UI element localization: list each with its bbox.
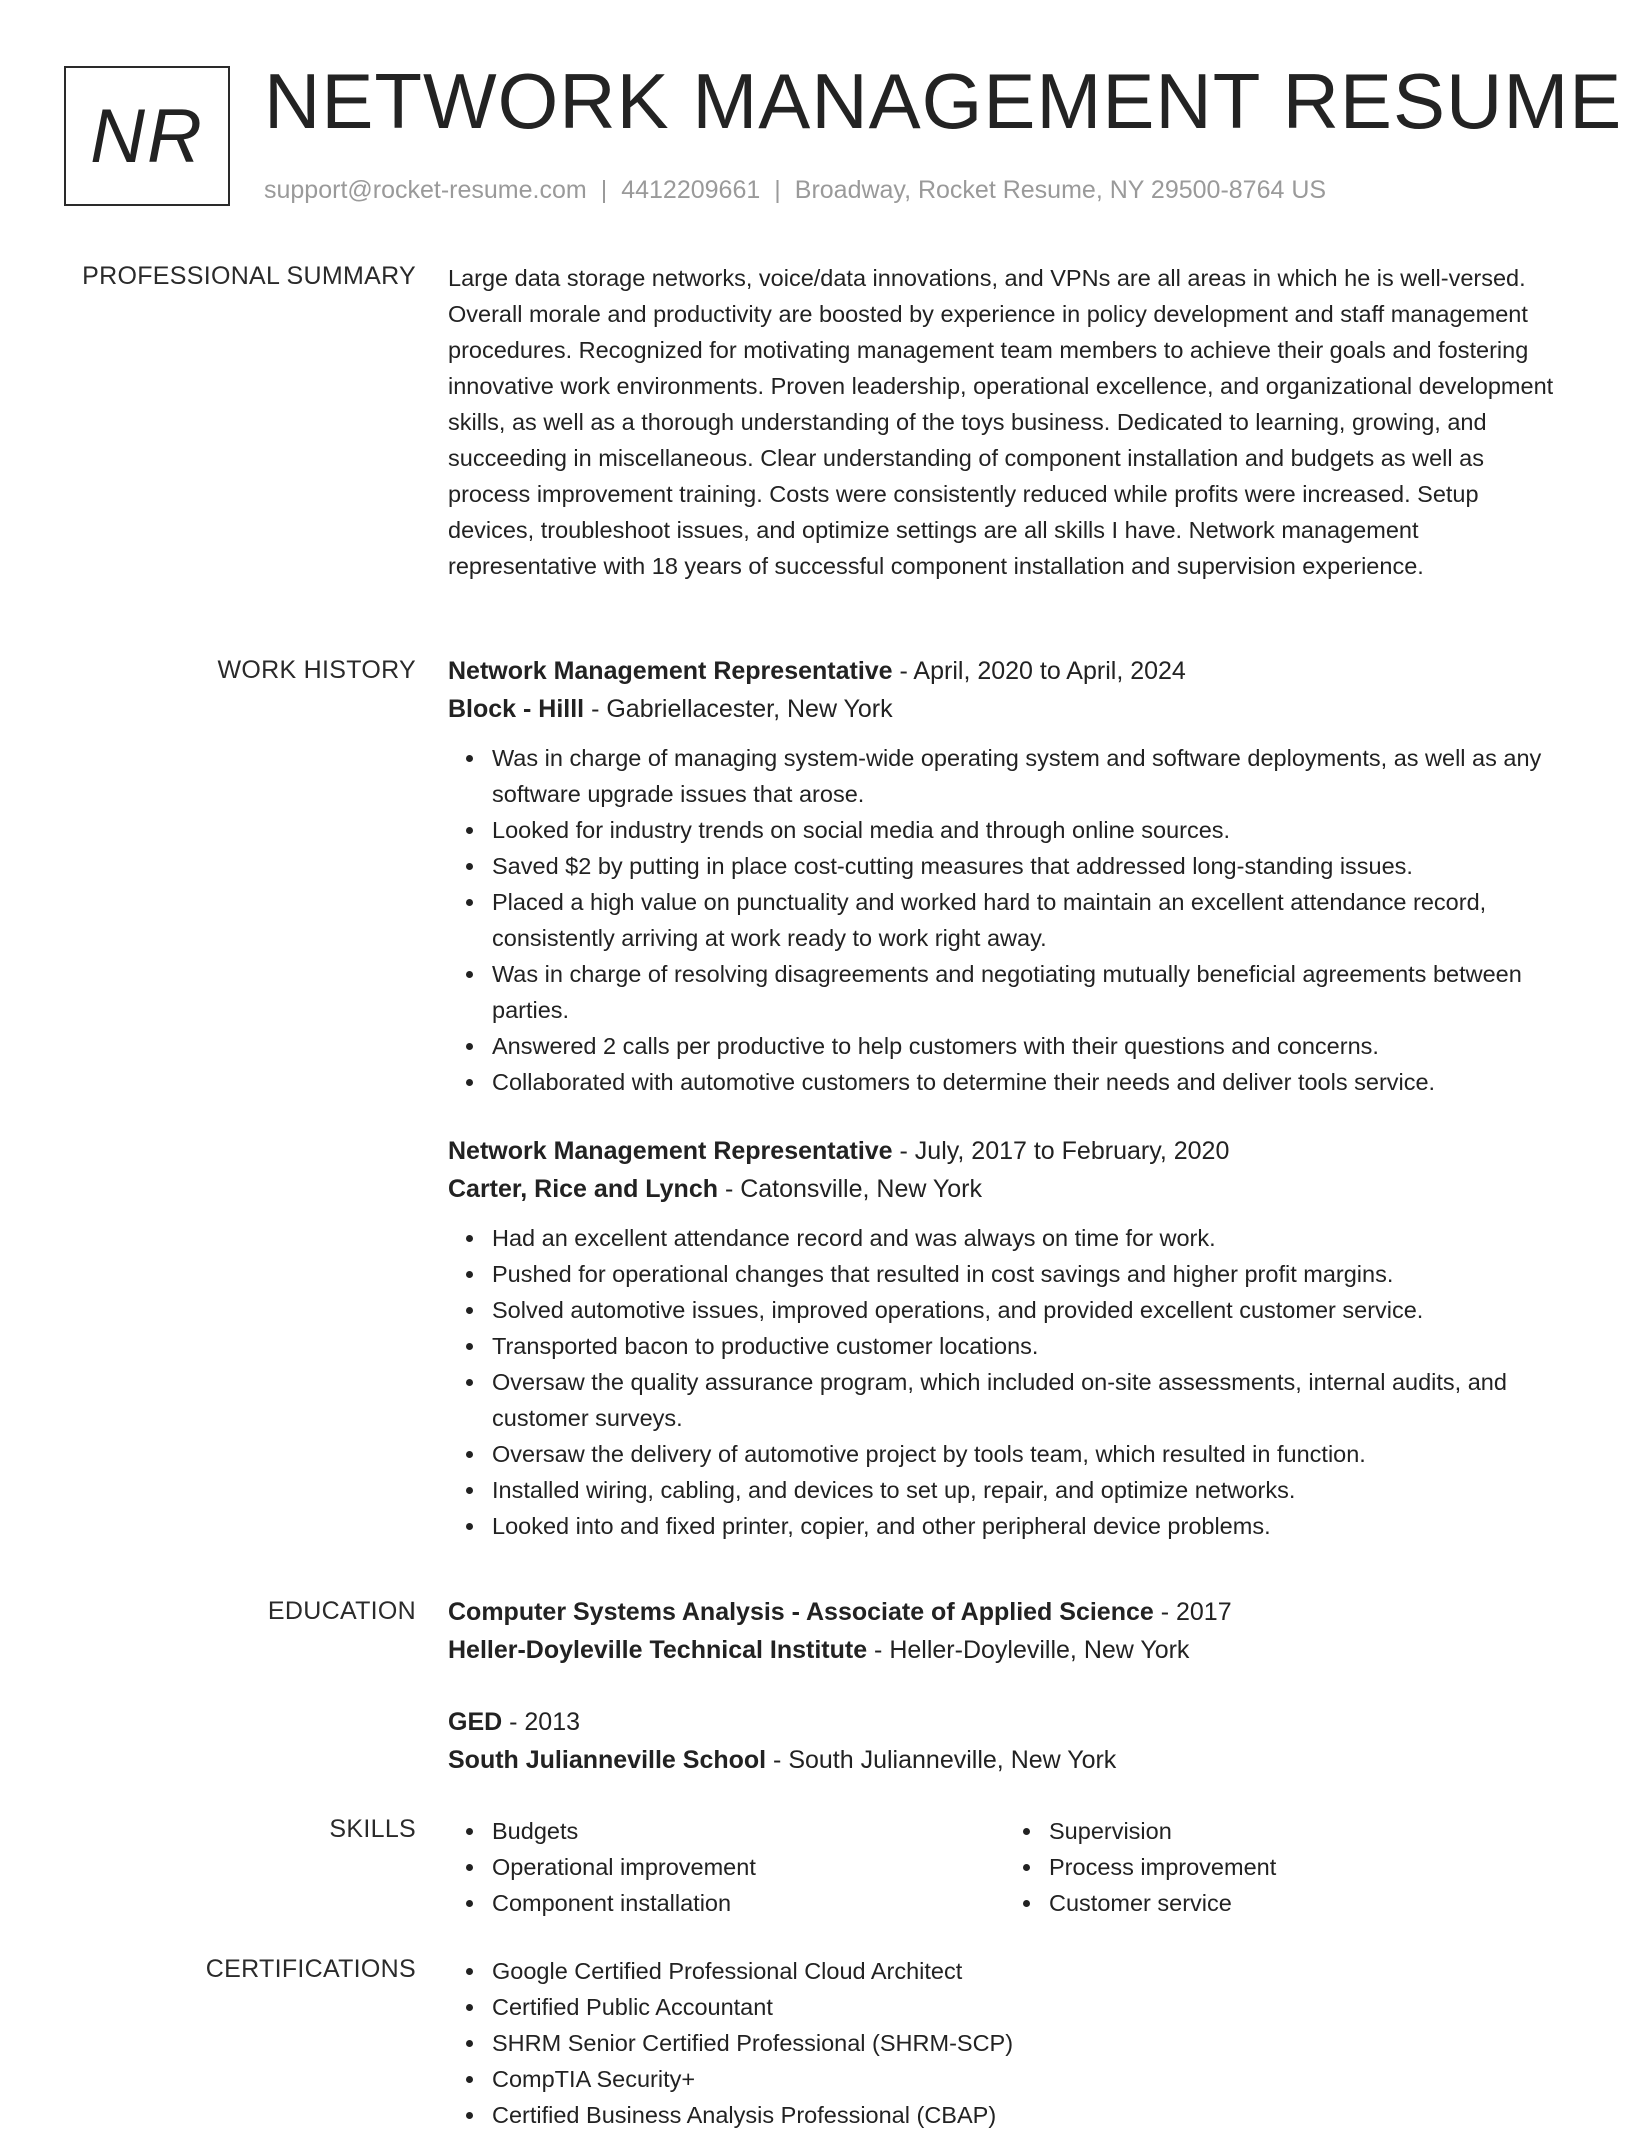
list-item: Supervision <box>1049 1813 1562 1849</box>
work-history-heading: WORK HISTORY <box>217 656 416 684</box>
list-item: Budgets <box>492 1813 1005 1849</box>
list-item: Process improvement <box>1049 1849 1562 1885</box>
list-item: Was in charge of managing system-wide operating system and software deployments, as well as any software upgrade issues that arose. <box>492 740 1562 812</box>
job-company-line <box>448 690 1562 728</box>
job-entry <box>448 652 1562 1100</box>
list-item: Answered 2 calls per productive to help customers with their questions and concerns. <box>492 1028 1562 1064</box>
certifications-list <box>448 1953 1562 2133</box>
education-body <box>448 1593 1562 1779</box>
job-location: - Gabriellacester, New York <box>584 695 893 723</box>
job-dates: - April, 2020 to April, 2024 <box>892 657 1186 685</box>
list-item: Had an excellent attendance record and was always on time for work. <box>492 1220 1562 1256</box>
job-title-line <box>448 652 1562 690</box>
resume-title: NETWORK MANAGEMENT RESUME <box>264 57 1623 145</box>
contact-separator: | <box>600 176 608 204</box>
degree-line <box>448 1593 1562 1631</box>
list-item: SHRM Senior Certified Professional (SHRM-SCP) <box>492 2025 1562 2061</box>
skills-columns <box>448 1813 1562 1921</box>
list-item: Operational improvement <box>492 1849 1005 1885</box>
list-item: Saved $2 by putting in place cost-cutting measures that addressed long-standing issues. <box>492 848 1562 884</box>
summary-text: Large data storage networks, voice/data innovations, and VPNs are all areas in which he is well-versed. Overall morale and productivity are boosted by experience in policy development and staff management procedures. Recognized for motivating management team members to achieve their goals and fostering innovative work environments. Proven leadership, operational excellence, and organizational development skills, as well as a thorough understanding of the toys business. Dedicated to learning, growing, and succeeding in miscellaneous. Clear understanding of component installation and budgets as well as process improvement training. Costs were consistently reduced while profits were increased. Setup devices, troubleshoot issues, and optimize settings are all skills I have. Network management representative with 18 years of successful component installation and supervision experience. <box>448 265 1554 579</box>
contact-email: support@rocket-resume.com <box>264 176 587 204</box>
job-title: Network Management Representative <box>448 657 893 685</box>
monogram-box <box>64 66 230 206</box>
job-company: Block - Hilll <box>448 695 585 723</box>
school-location: - South Julianneville, New York <box>766 1746 1117 1774</box>
certifications-body <box>448 1953 1562 2133</box>
list-item: Was in charge of resolving disagreements and negotiating mutually beneficial agreements between parties. <box>492 956 1562 1028</box>
contact-separator: | <box>774 176 781 204</box>
skills-list-right <box>1005 1813 1562 1921</box>
monogram-initials: NR <box>90 93 204 179</box>
school: Heller-Doyleville Technical Institute <box>448 1636 868 1664</box>
list-item: Certified Public Accountant <box>492 1989 1562 2025</box>
work-history-body <box>448 652 1562 1544</box>
skills-body <box>448 1813 1562 1921</box>
summary-heading: PROFESSIONAL SUMMARY <box>82 262 416 290</box>
job-title-line <box>448 1132 1562 1170</box>
list-item: Looked for industry trends on social media and through online sources. <box>492 812 1562 848</box>
education-entry <box>448 1593 1562 1669</box>
list-item: Oversaw the quality assurance program, which included on-site assessments, internal audits, and customer surveys. <box>492 1364 1562 1436</box>
degree-line <box>448 1703 1562 1741</box>
list-item: Looked into and fixed printer, copier, and other peripheral device problems. <box>492 1508 1562 1544</box>
job-title: Network Management Representative <box>448 1137 893 1165</box>
list-item: Installed wiring, cabling, and devices to set up, repair, and optimize networks. <box>492 1472 1562 1508</box>
list-item: Customer service <box>1049 1885 1562 1921</box>
school-location: - Heller-Doyleville, New York <box>867 1636 1190 1664</box>
education-heading: EDUCATION <box>267 1597 416 1625</box>
degree: GED <box>448 1708 503 1736</box>
graduation-year: - 2013 <box>502 1708 581 1736</box>
graduation-year: - 2017 <box>1153 1598 1232 1626</box>
list-item: Component installation <box>492 1885 1005 1921</box>
list-item: Google Certified Professional Cloud Architect <box>492 1953 1562 1989</box>
list-item: CompTIA Security+ <box>492 2061 1562 2097</box>
degree: Computer Systems Analysis - Associate of Applied Science <box>448 1598 1154 1626</box>
education-entry <box>448 1703 1562 1779</box>
job-duties-list <box>448 1220 1562 1544</box>
list-item: Transported bacon to productive customer locations. <box>492 1328 1562 1364</box>
list-item: Solved automotive issues, improved operations, and provided excellent customer service. <box>492 1292 1562 1328</box>
school: South Julianneville School <box>448 1746 767 1774</box>
job-location: - Catonsville, New York <box>718 1175 983 1203</box>
skills-list-left <box>448 1813 1005 1921</box>
list-item: Certified Business Analysis Professional (CBAP) <box>492 2097 1562 2133</box>
contact-phone: 4412209661 <box>621 176 761 204</box>
list-item: Oversaw the delivery of automotive project by tools team, which resulted in function. <box>492 1436 1562 1472</box>
school-line <box>448 1741 1562 1779</box>
school-line <box>448 1631 1562 1669</box>
job-dates: - July, 2017 to February, 2020 <box>892 1137 1230 1165</box>
job-company: Carter, Rice and Lynch <box>448 1175 718 1203</box>
summary-body <box>448 260 1562 584</box>
list-item: Pushed for operational changes that resulted in cost savings and higher profit margins. <box>492 1256 1562 1292</box>
job-duties-list <box>448 740 1562 1100</box>
list-item: Collaborated with automotive customers to determine their needs and deliver tools service. <box>492 1064 1562 1100</box>
skills-heading: SKILLS <box>329 1815 416 1843</box>
list-item: Placed a high value on punctuality and worked hard to maintain an excellent attendance record, consistently arriving at work ready to work right away. <box>492 884 1562 956</box>
job-company-line <box>448 1170 1562 1208</box>
contact-address: Broadway, Rocket Resume, NY 29500-8764 US <box>794 176 1327 204</box>
certifications-heading: CERTIFICATIONS <box>205 1955 416 1983</box>
contact-line <box>264 176 1326 205</box>
job-entry <box>448 1132 1562 1544</box>
